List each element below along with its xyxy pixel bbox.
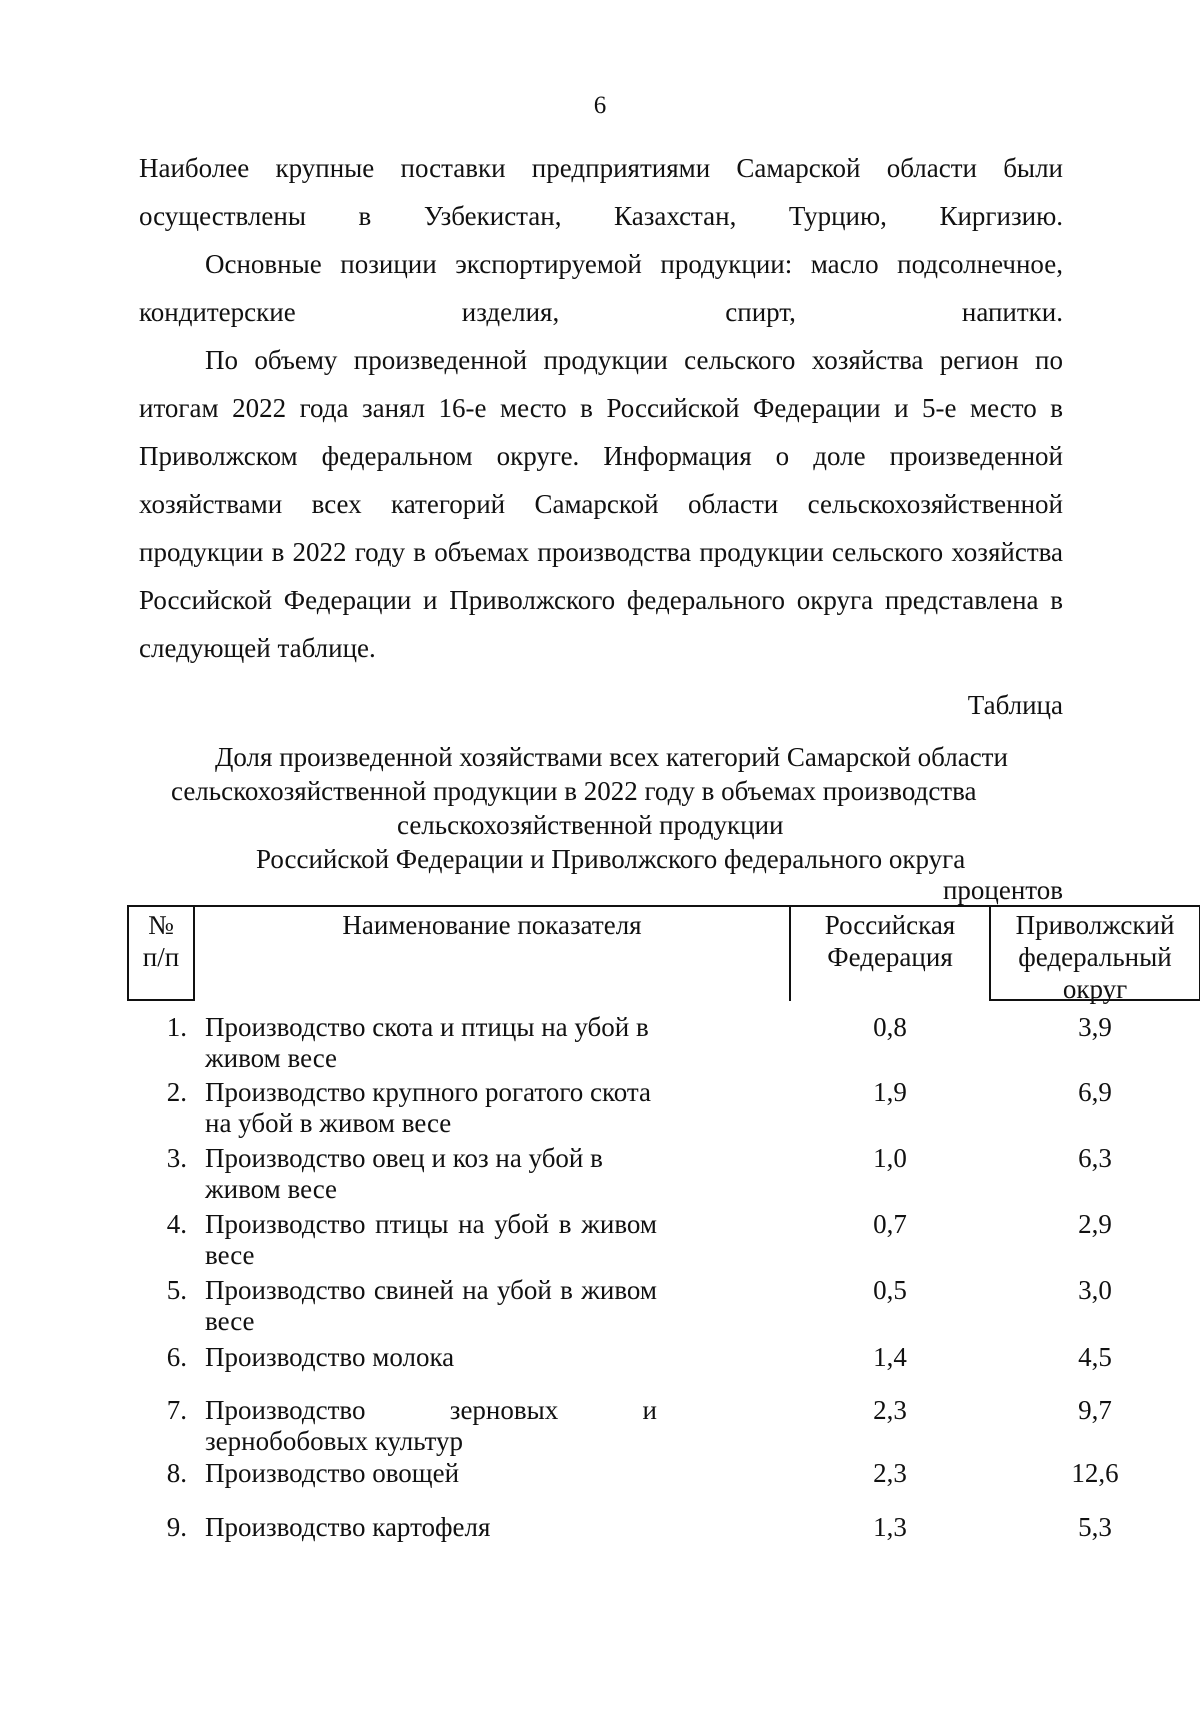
row-indicator-name: Производство молока (205, 1342, 455, 1372)
header-pfo-cell (989, 905, 1200, 1004)
table-header (127, 905, 1175, 1004)
page-number: 6 (593, 92, 607, 119)
table-units: процентов (942, 875, 1063, 905)
row-number: 6. (166, 1342, 187, 1372)
header-rf-label: Федерация (827, 942, 953, 972)
header-pfo-label: Приволжский (1015, 910, 1175, 940)
header-name-label: Наименование показателя (342, 910, 642, 940)
row-rf-value: 0,8 (873, 1012, 907, 1042)
row-indicator-name: Производство скота и птицы на убой в живом весе (205, 1012, 649, 1073)
header-pfo-label: федеральный (1018, 942, 1172, 972)
caption-line: сельскохозяйственной продукции в 2022 году в объемах производства (171, 776, 977, 806)
table-label: Таблица (967, 690, 1063, 720)
row-pfo-value: 6,3 (1078, 1143, 1112, 1173)
row-indicator-name: Производство зерновых и зернобобовых культур (205, 1395, 657, 1456)
row-pfo-value: 2,9 (1078, 1209, 1112, 1239)
header-number-label: п/п (142, 942, 180, 972)
row-number: 5. (166, 1275, 187, 1305)
row-rf-value: 1,4 (873, 1342, 907, 1372)
row-rf-value: 0,5 (873, 1275, 907, 1305)
row-rf-value: 1,0 (873, 1143, 907, 1173)
row-rf-value: 0,7 (873, 1209, 907, 1239)
row-indicator-name: Производство крупного рогатого скота на убой в живом весе (205, 1077, 651, 1138)
row-pfo-value: 5,3 (1078, 1512, 1112, 1542)
row-pfo-value: 12,6 (1071, 1458, 1119, 1488)
row-number: 7. (166, 1395, 187, 1425)
row-number: 4. (166, 1209, 187, 1239)
table-caption (139, 740, 1063, 876)
row-number: 9. (166, 1512, 187, 1542)
caption-line: сельскохозяйственной продукции (397, 810, 784, 840)
caption-line: Доля произведенной хозяйствами всех категорий Самарской области (215, 742, 1008, 772)
paragraph-export-products: Основные позиции экспортируемой продукции: масло подсолнечное, кондитерские изделия, спирт, напитки. (139, 249, 1063, 327)
header-name-cell (193, 905, 791, 1001)
row-indicator-name: Производство птицы на убой в живом весе (205, 1209, 657, 1270)
row-number: 3. (166, 1143, 187, 1173)
paragraph-region-ranking: По объему произведенной продукции сельского хозяйства регион по итогам 2022 года занял 16-е место в Российской Федерации и 5-е место в Приволжском федеральном округе. Информация о доле произведенной хозяйствами всех категорий Самарской области сельскохозяйственной продукции в 2022 году в объемах производства продукции сельского хозяйства Российской Федерации и Приволжского федерального округа представлена в следующей таблице. (139, 345, 1063, 663)
row-number: 1. (166, 1012, 187, 1042)
header-number-cell (127, 905, 195, 1001)
header-rf-cell (789, 905, 991, 1001)
row-number: 2. (166, 1077, 187, 1107)
row-indicator-name: Производство овец и коз на убой в живом весе (205, 1143, 603, 1204)
row-pfo-value: 4,5 (1078, 1342, 1112, 1372)
row-pfo-value: 9,7 (1078, 1395, 1112, 1425)
row-pfo-value: 3,9 (1078, 1012, 1112, 1042)
row-indicator-name: Производство картофеля (205, 1512, 491, 1542)
row-rf-value: 1,3 (873, 1512, 907, 1542)
row-number: 8. (166, 1458, 187, 1488)
row-pfo-value: 3,0 (1078, 1275, 1112, 1305)
row-rf-value: 2,3 (873, 1395, 907, 1425)
row-indicator-name: Производство свиней на убой в живом весе (205, 1275, 657, 1336)
header-pfo-label: округ (1062, 974, 1128, 1004)
caption-line: Российской Федерации и Приволжского федерального округа (256, 844, 966, 874)
header-rf-label: Российская (824, 910, 956, 940)
row-indicator-name: Производство овощей (205, 1458, 460, 1488)
row-pfo-value: 6,9 (1078, 1077, 1112, 1107)
row-rf-value: 1,9 (873, 1077, 907, 1107)
row-rf-value: 2,3 (873, 1458, 907, 1488)
header-number-label: № (148, 910, 174, 940)
paragraph-export-destinations: Наиболее крупные поставки предприятиями Самарской области были осуществлены в Узбекистан, Казахстан, Турцию, Киргизию. (139, 153, 1063, 231)
